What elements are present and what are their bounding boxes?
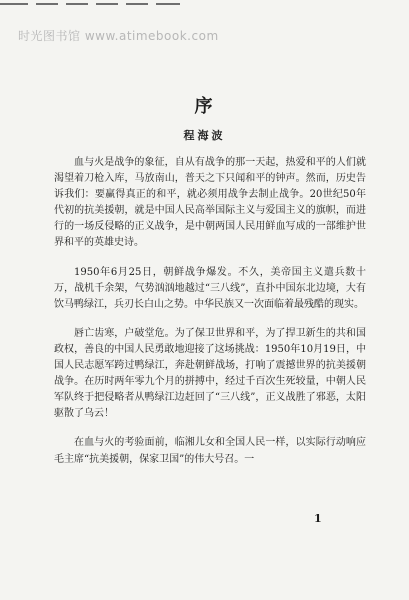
paragraph: 血与火是战争的象征，自从有战争的那一天起，热爱和平的人们就渴望着刀枪入库，马放南山，普天之下只闻和平的钟声。然而，历史告诉我们：要赢得真正的和平，就必须用战争去制止战争。20世纪50年代初的抗美援朝，就是中国人民高举国际主义与爱国主义的旗帜，而进行的一场反侵略的正义战争，是中朝两国人民用鲜血写成的一部维护世界和平的英雄史诗。 bbox=[54, 157, 366, 249]
body-text bbox=[54, 155, 366, 468]
paragraph: 唇亡齿寒，户破堂危。为了保卫世界和平，为了捍卫新生的共和国政权，善良的中国人民勇敢地迎接了这场挑战：1950年10月19日，中国人民志愿军跨过鸭绿江，奔赴朝鲜战场，打响了震撼世界的抗美援朝战争。在历时两年零九个月的拼搏中，经过千百次生死较量，中朝人民军队终于把侵略者从鸭绿江边赶回了“三八线”，正义战胜了邪恶，太阳驱散了乌云！ bbox=[54, 327, 366, 420]
page-number: 1 bbox=[314, 512, 322, 525]
page-title: 序 bbox=[194, 96, 215, 117]
author-name: 程海波 bbox=[183, 129, 226, 142]
watermark: 时光图书馆 www.atimebook.com bbox=[18, 29, 219, 43]
paragraph: 在血与火的考验面前，临湘儿女和全国人民一样，以实际行动响应毛主席“抗美援朝，保家卫国”的伟大号召。一 bbox=[54, 437, 366, 465]
top-border bbox=[0, 3, 409, 10]
paragraph: 1950年6月25日，朝鲜战争爆发。不久，美帝国主义遣兵数十万，战机千余架，气势汹汹地越过“三八线”，直扑中国东北边境，大有饮马鸭绿江，兵刃长白山之势。中华民族又一次面临着最残酷的现实。 bbox=[54, 266, 366, 310]
